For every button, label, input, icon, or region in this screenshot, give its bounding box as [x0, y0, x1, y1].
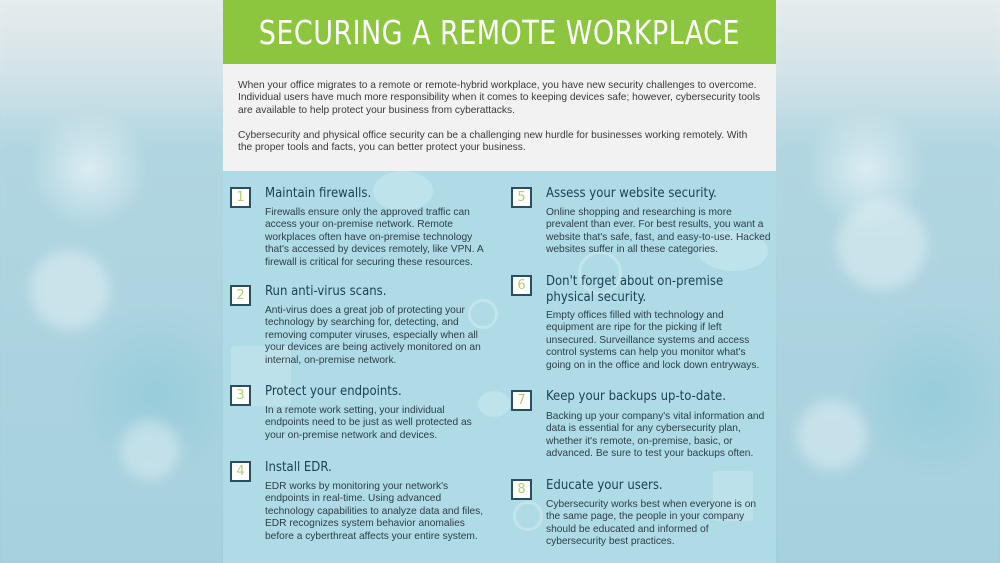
item-number-badge: 6 [511, 275, 532, 296]
item-number-badge: 3 [230, 385, 251, 406]
search-icon [513, 501, 543, 531]
intro-section [223, 64, 776, 171]
infographic [223, 0, 776, 563]
item-number-badge: 2 [230, 285, 251, 306]
item-description: Anti-virus does a great job of protecting your technology by searching for, detecting, and removing computer viruses, especially when all your devices are being actively monitored on an internal, on-premise network. [265, 305, 481, 366]
blurred-backdrop-right [777, 0, 1000, 563]
item-title: Run anti-virus scans. [265, 284, 387, 299]
item-title: Assess your website security. [546, 186, 717, 201]
item-number-badge: 4 [230, 461, 251, 482]
item-number-badge: 7 [511, 390, 532, 411]
item-description: EDR works by monitoring your network's endpoints in real-time. Using advanced technology capabilities to analyze data and files, EDR recognizes system behavior anomalies before a cyberthreat affects your entire system. [265, 481, 484, 542]
item-number-badge: 8 [511, 479, 532, 500]
blurred-backdrop-left [0, 0, 223, 563]
intro-paragraph-1: When your office migrates to a remote or remote-hybrid workplace, you have new security challenges to overcome. Individual users have much more responsibility when it comes to keeping devices safe; however, cybersecurity tools are available to help protect your business from cyberattacks. [238, 80, 761, 116]
item-title: Install EDR. [265, 460, 332, 475]
item-description: Cybersecurity works best when everyone is on the same page, the people in your company should be educated and informed of cybersecurity best practices. [546, 499, 757, 548]
item-description: Empty offices filled with technology and equipment are ripe for the picking if left unsecured. Surveillance systems and access control systems can help you monitor what's going on in the office and lock down entryways. [546, 310, 760, 371]
item-number-badge: 5 [511, 187, 532, 208]
item-description: Backing up your company's vital information and data is essential for any cybersecurity plan, whether it's remote, on-premise, basic, or advanced. Be sure to test your backups often. [546, 411, 765, 460]
item-title: Keep your backups up-to-date. [546, 389, 726, 404]
item-title: Don't forget about on-premise physical security. [546, 274, 724, 305]
item-number-badge: 1 [230, 187, 251, 208]
header-banner [223, 0, 776, 64]
item-title: Protect your endpoints. [265, 384, 402, 399]
item-description: Firewalls ensure only the approved traffic can access your on-premise network. Remote workplaces often have on-premise technology that's accessed by devices remotely, like VPN. A firewall is critical for securing these resources. [265, 207, 484, 268]
page-title: SECURING A REMOTE WORKPLACE [258, 12, 741, 52]
item-description: Online shopping and researching is more prevalent than ever. For best results, you want a website that's safe, fast, and easy-to-use. Hacked websites suffer in all these categories. [546, 207, 771, 256]
item-title: Maintain firewalls. [265, 186, 372, 201]
item-title: Educate your users. [546, 478, 663, 493]
item-description: In a remote work setting, your individual endpoints need to be just as well protected as your on-premise network and devices. [265, 405, 472, 441]
intro-paragraph-2: Cybersecurity and physical office security can be a challenging new hurdle for businesses working remotely. With the proper tools and facts, you can better protect your business. [238, 129, 748, 154]
